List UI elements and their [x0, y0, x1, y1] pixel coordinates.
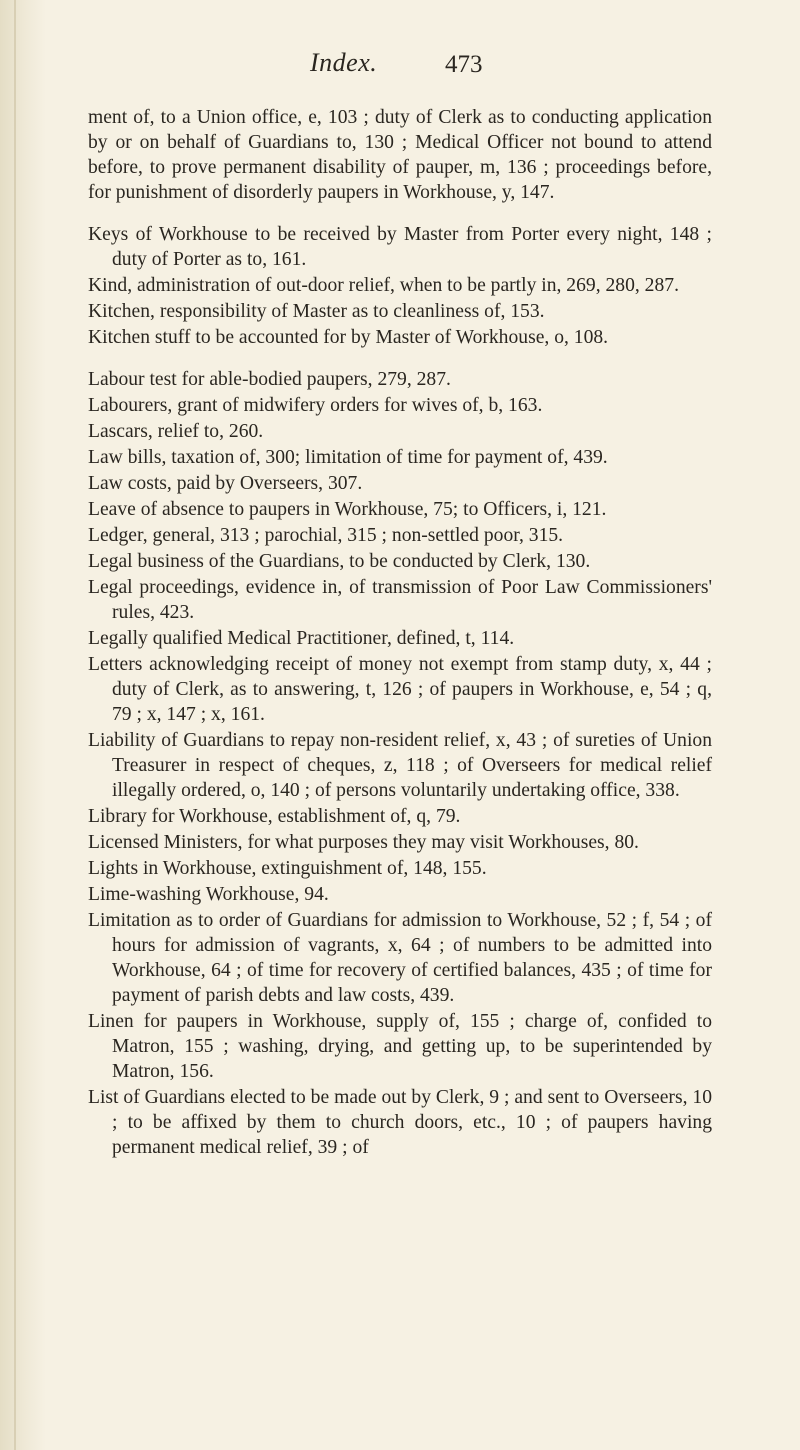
index-entry: Leave of absence to paupers in Workhouse, 75; to Officers, i, 121.: [88, 499, 607, 520]
index-block-m-continued: [88, 105, 712, 205]
running-title: Index.: [310, 48, 378, 77]
index-entry: Linen for paupers in Workhouse, supply of, 155 ; charge of, confided to Matron, 155 ; washing, drying, and getting up, to be superintended by Matron, 156.: [88, 1011, 712, 1082]
index-entry: Keys of Workhouse to be received by Master from Porter every night, 148 ; duty of Porter as to, 161.: [88, 224, 712, 270]
index-entry: Lights in Workhouse, extinguishment of, 148, 155.: [88, 858, 487, 879]
binding-edge-line: [14, 0, 16, 1450]
index-entry: Kind, administration of out-door relief, when to be partly in, 269, 280, 287.: [88, 275, 679, 296]
index-entry: Labourers, grant of midwifery orders for wives of, b, 163.: [88, 395, 543, 416]
index-entry: Legal business of the Guardians, to be conducted by Clerk, 130.: [88, 551, 591, 572]
page-number: 473: [445, 51, 483, 78]
index-entry: Lime-washing Workhouse, 94.: [88, 884, 329, 905]
index-entry: Limitation as to order of Guardians for admission to Workhouse, 52 ; f, 54 ; of hours for admission of vagrants, x, 64 ; of numbers to be admitted into Workhouse, 64 ; of time for recovery of certified balances, 435 ; of time for payment of parish debts and law costs, 439.: [88, 910, 712, 1006]
running-head: [0, 48, 800, 88]
index-block-k: [88, 222, 712, 350]
index-entry: Liability of Guardians to repay non-resident relief, x, 43 ; of sureties of Union Treasurer in respect of cheques, z, 118 ; of Overseers for medical relief illegally ordered, o, 140 ; of persons voluntarily undertaking office, 338.: [88, 730, 712, 801]
index-entry: Letters acknowledging receipt of money not exempt from stamp duty, x, 44 ; duty of Clerk, as to answering, t, 126 ; of paupers in Workhouse, e, 54 ; q, 79 ; x, 147 ; x, 161.: [88, 654, 712, 725]
page-binding-shadow: [0, 0, 46, 1450]
index-entry: Law bills, taxation of, 300; limitation of time for payment of, 439.: [88, 447, 608, 468]
index-entry: Kitchen stuff to be accounted for by Master of Workhouse, o, 108.: [88, 327, 609, 348]
index-entry: Legal proceedings, evidence in, of transmission of Poor Law Commissioners' rules, 423.: [88, 577, 712, 623]
index-block-l: [88, 367, 712, 1160]
index-entry: List of Guardians elected to be made out by Clerk, 9 ; and sent to Overseers, 10 ; to be affixed by them to church doors, etc., 10 ; of paupers having permanent medical relief, 39 ; of: [88, 1087, 712, 1158]
index-entry: Law costs, paid by Overseers, 307.: [88, 473, 363, 494]
index-entry: Kitchen, responsibility of Master as to cleanliness of, 153.: [88, 301, 545, 322]
index-entry: Lascars, relief to, 260.: [88, 421, 264, 442]
index-text: [88, 105, 712, 1161]
index-entry: ment of, to a Union office, e, 103 ; duty of Clerk as to conducting application by or on behalf of Guardians to, 130 ; Medical Officer not bound to attend before, to prove permanent disability of pauper, m, 136 ; proceedings before, for punishment of disorderly paupers in Workhouse, y, 147.: [88, 107, 712, 203]
index-entry: Legally qualified Medical Practitioner, defined, t, 114.: [88, 628, 515, 649]
index-entry: Ledger, general, 313 ; parochial, 315 ; non-settled poor, 315.: [88, 525, 564, 546]
index-entry: Library for Workhouse, establishment of, q, 79.: [88, 806, 461, 827]
index-entry: Labour test for able-bodied paupers, 279, 287.: [88, 369, 451, 390]
index-entry: Licensed Ministers, for what purposes they may visit Workhouses, 80.: [88, 832, 639, 853]
